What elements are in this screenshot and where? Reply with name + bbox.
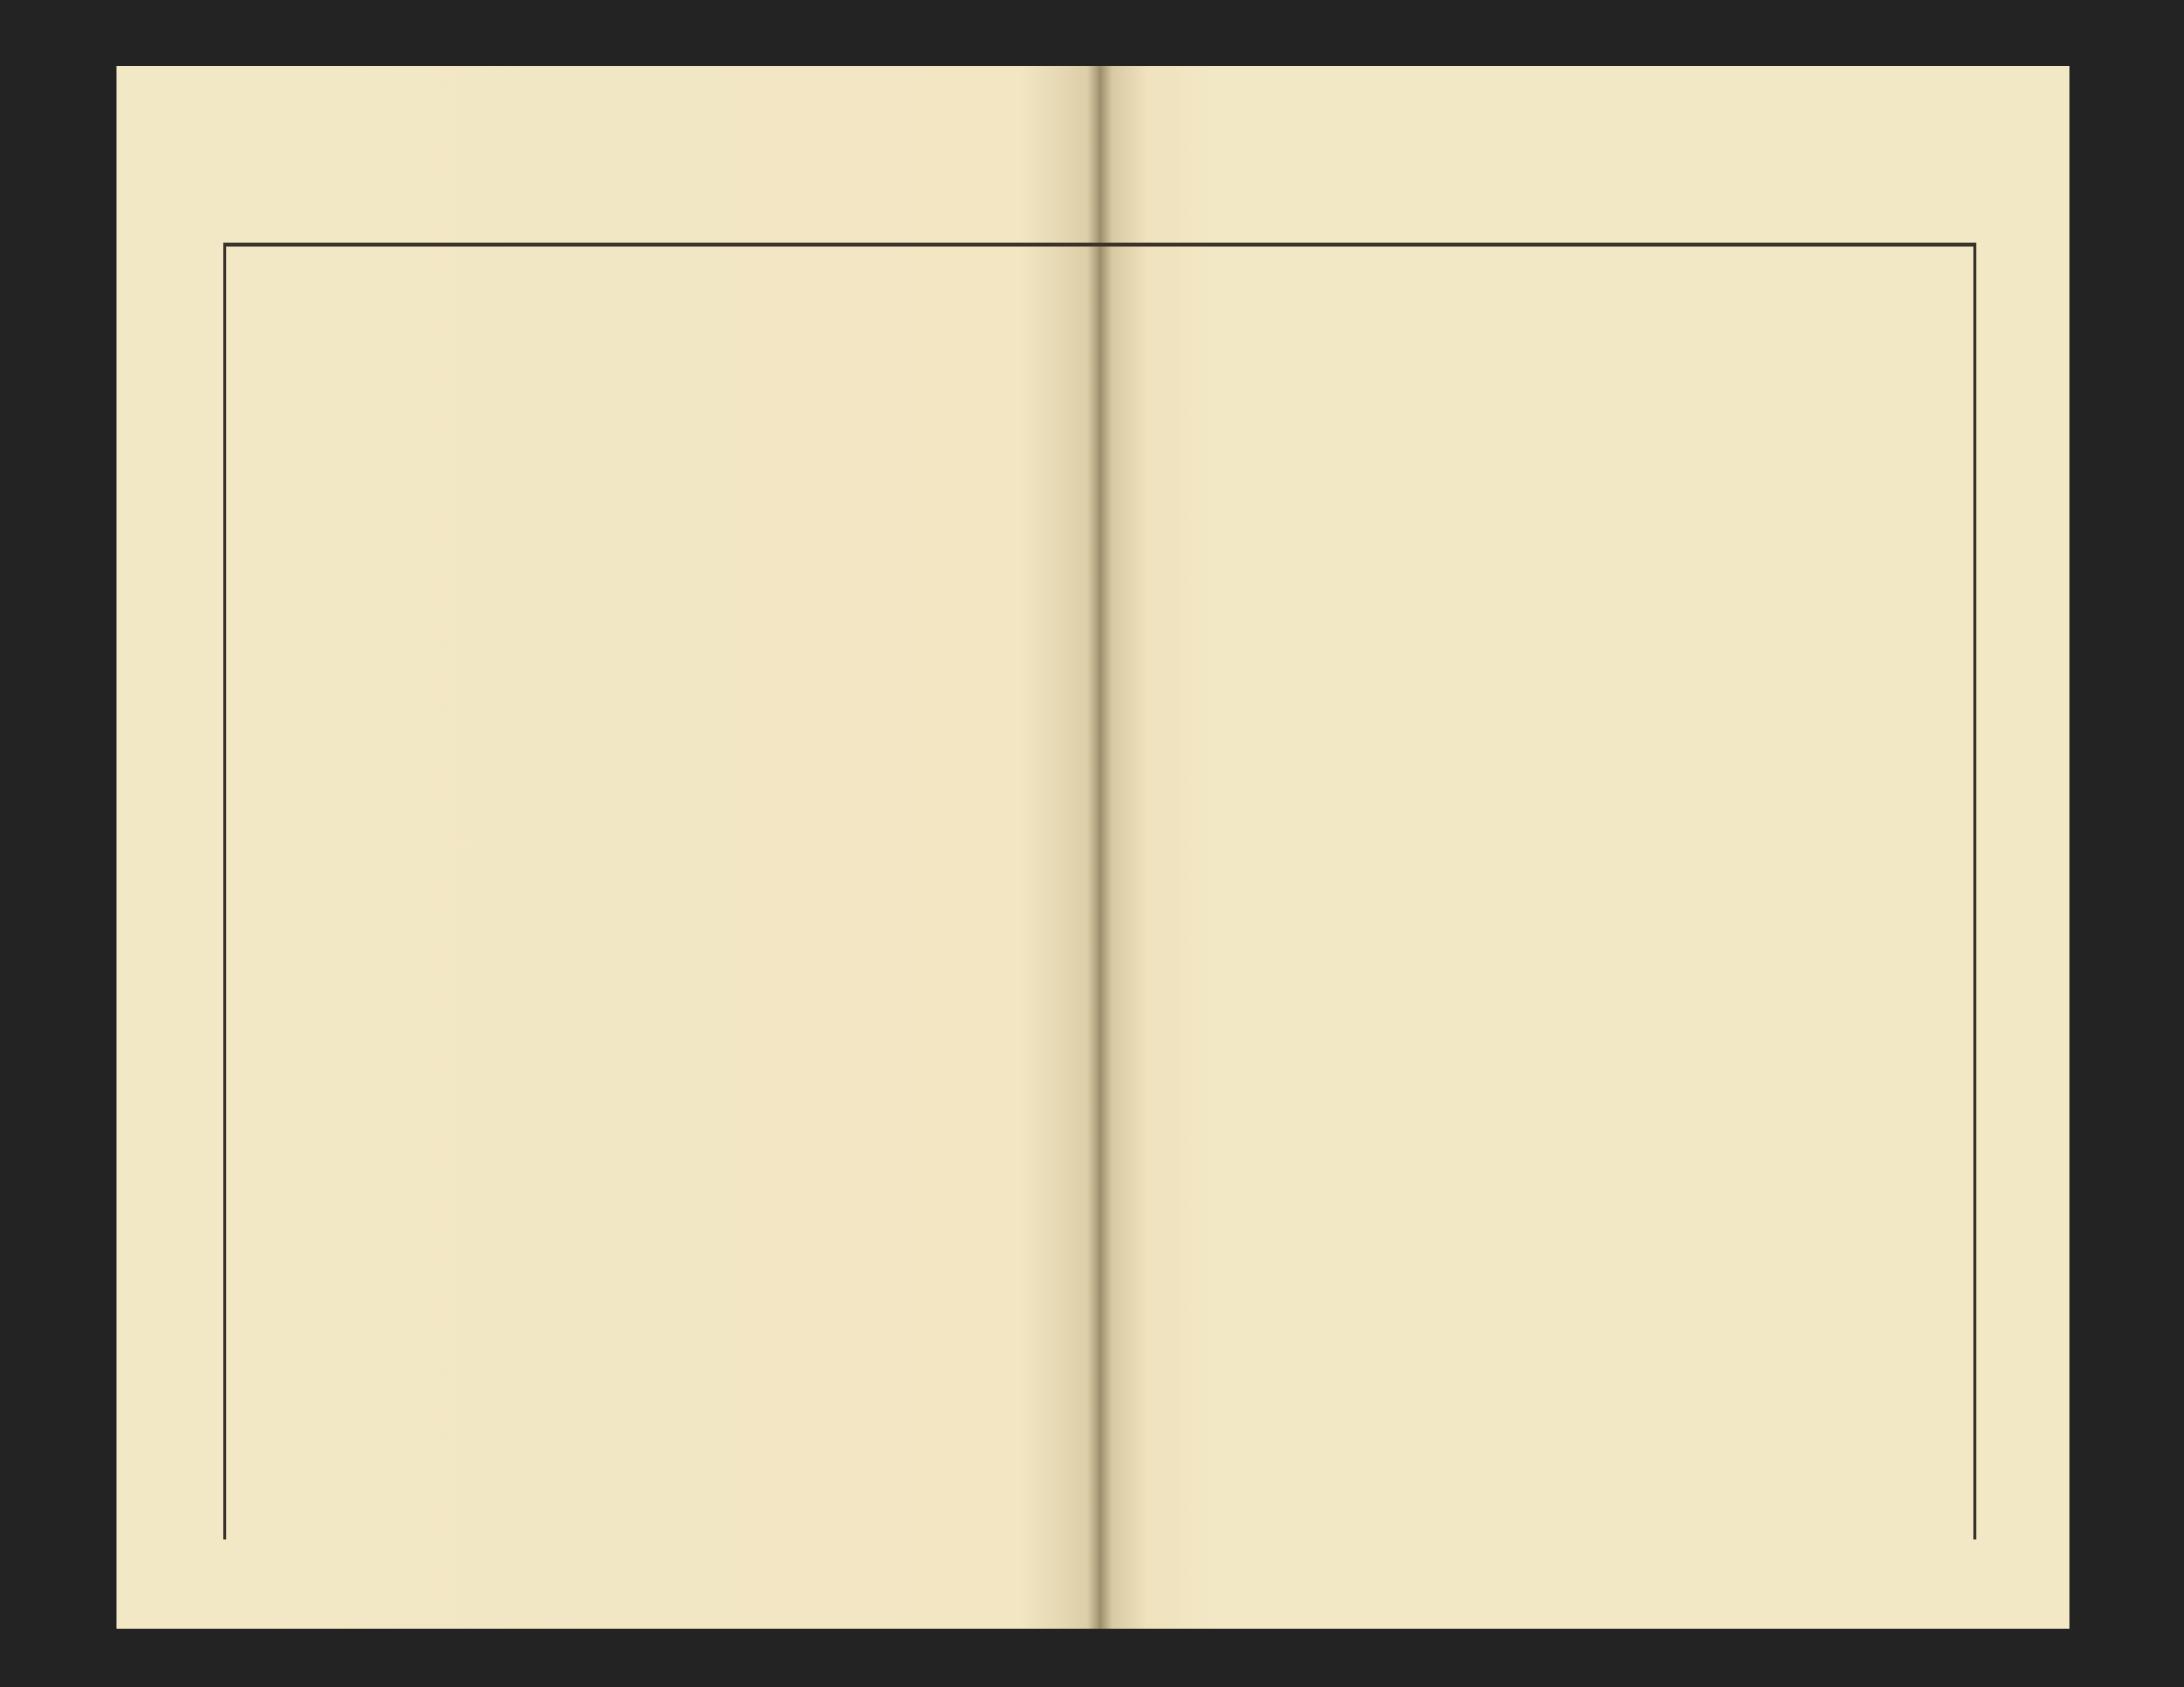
table-frame bbox=[223, 243, 1976, 1539]
